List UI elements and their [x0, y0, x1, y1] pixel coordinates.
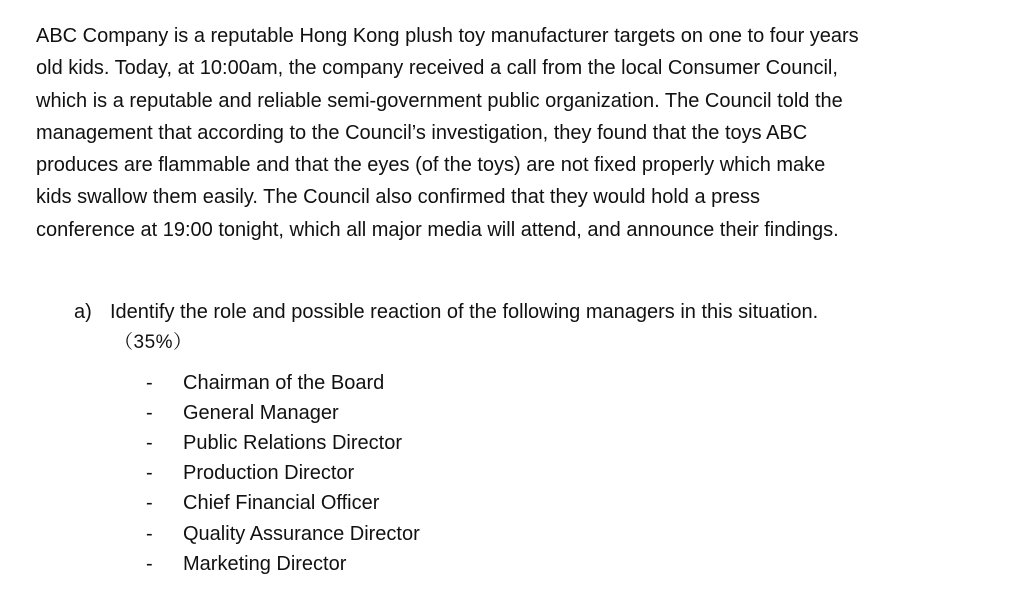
manager-role: Marketing Director — [183, 552, 347, 575]
list-item — [74, 549, 994, 579]
paragraph-line: conference at 19:00 tonight, which all major media will attend, and announce their findings. — [36, 218, 839, 241]
list-item — [74, 398, 994, 428]
list-bullet: - — [146, 401, 153, 424]
paragraph-line: ABC Company is a reputable Hong Kong plush toy manufacturer targets on one to four years — [36, 25, 859, 47]
list-item — [74, 428, 994, 458]
list-item — [74, 519, 994, 549]
question-label: a) — [74, 301, 92, 323]
manager-role: Production Director — [183, 462, 355, 485]
paragraph-line: management that according to the Council’s investigation, they found that the toys ABC — [36, 121, 808, 144]
list-bullet: - — [146, 462, 153, 485]
list-item — [74, 489, 994, 519]
manager-role: Chief Financial Officer — [183, 492, 380, 515]
manager-role: Chairman of the Board — [183, 371, 385, 394]
manager-role: General Manager — [183, 401, 339, 424]
question-weight: （35%） — [114, 332, 193, 353]
list-item — [74, 368, 994, 398]
question-a — [74, 296, 994, 579]
question-heading — [74, 296, 994, 328]
list-bullet: - — [146, 371, 153, 394]
paragraph-line: kids swallow them easily. The Council also confirmed that they would hold a press — [36, 186, 761, 209]
list-bullet: - — [146, 522, 153, 545]
paragraph-line: old kids. Today, at 10:00am, the company received a call from the local Consumer Council, — [36, 57, 838, 80]
paragraph-line: which is a reputable and reliable semi-government public organization. The Council told the — [36, 89, 843, 112]
list-bullet: - — [146, 552, 153, 575]
list-item — [74, 459, 994, 489]
manager-list — [74, 368, 994, 579]
manager-role: Quality Assurance Director — [183, 522, 420, 545]
list-bullet: - — [146, 492, 153, 515]
list-bullet: - — [146, 431, 153, 454]
case-paragraph — [36, 20, 996, 246]
paragraph-line: produces are flammable and that the eyes (of the toys) are not fixed properly which make — [36, 154, 826, 177]
manager-role: Public Relations Director — [183, 431, 402, 454]
question-text: Identify the role and possible reaction of the following managers in this situation. — [110, 301, 819, 323]
